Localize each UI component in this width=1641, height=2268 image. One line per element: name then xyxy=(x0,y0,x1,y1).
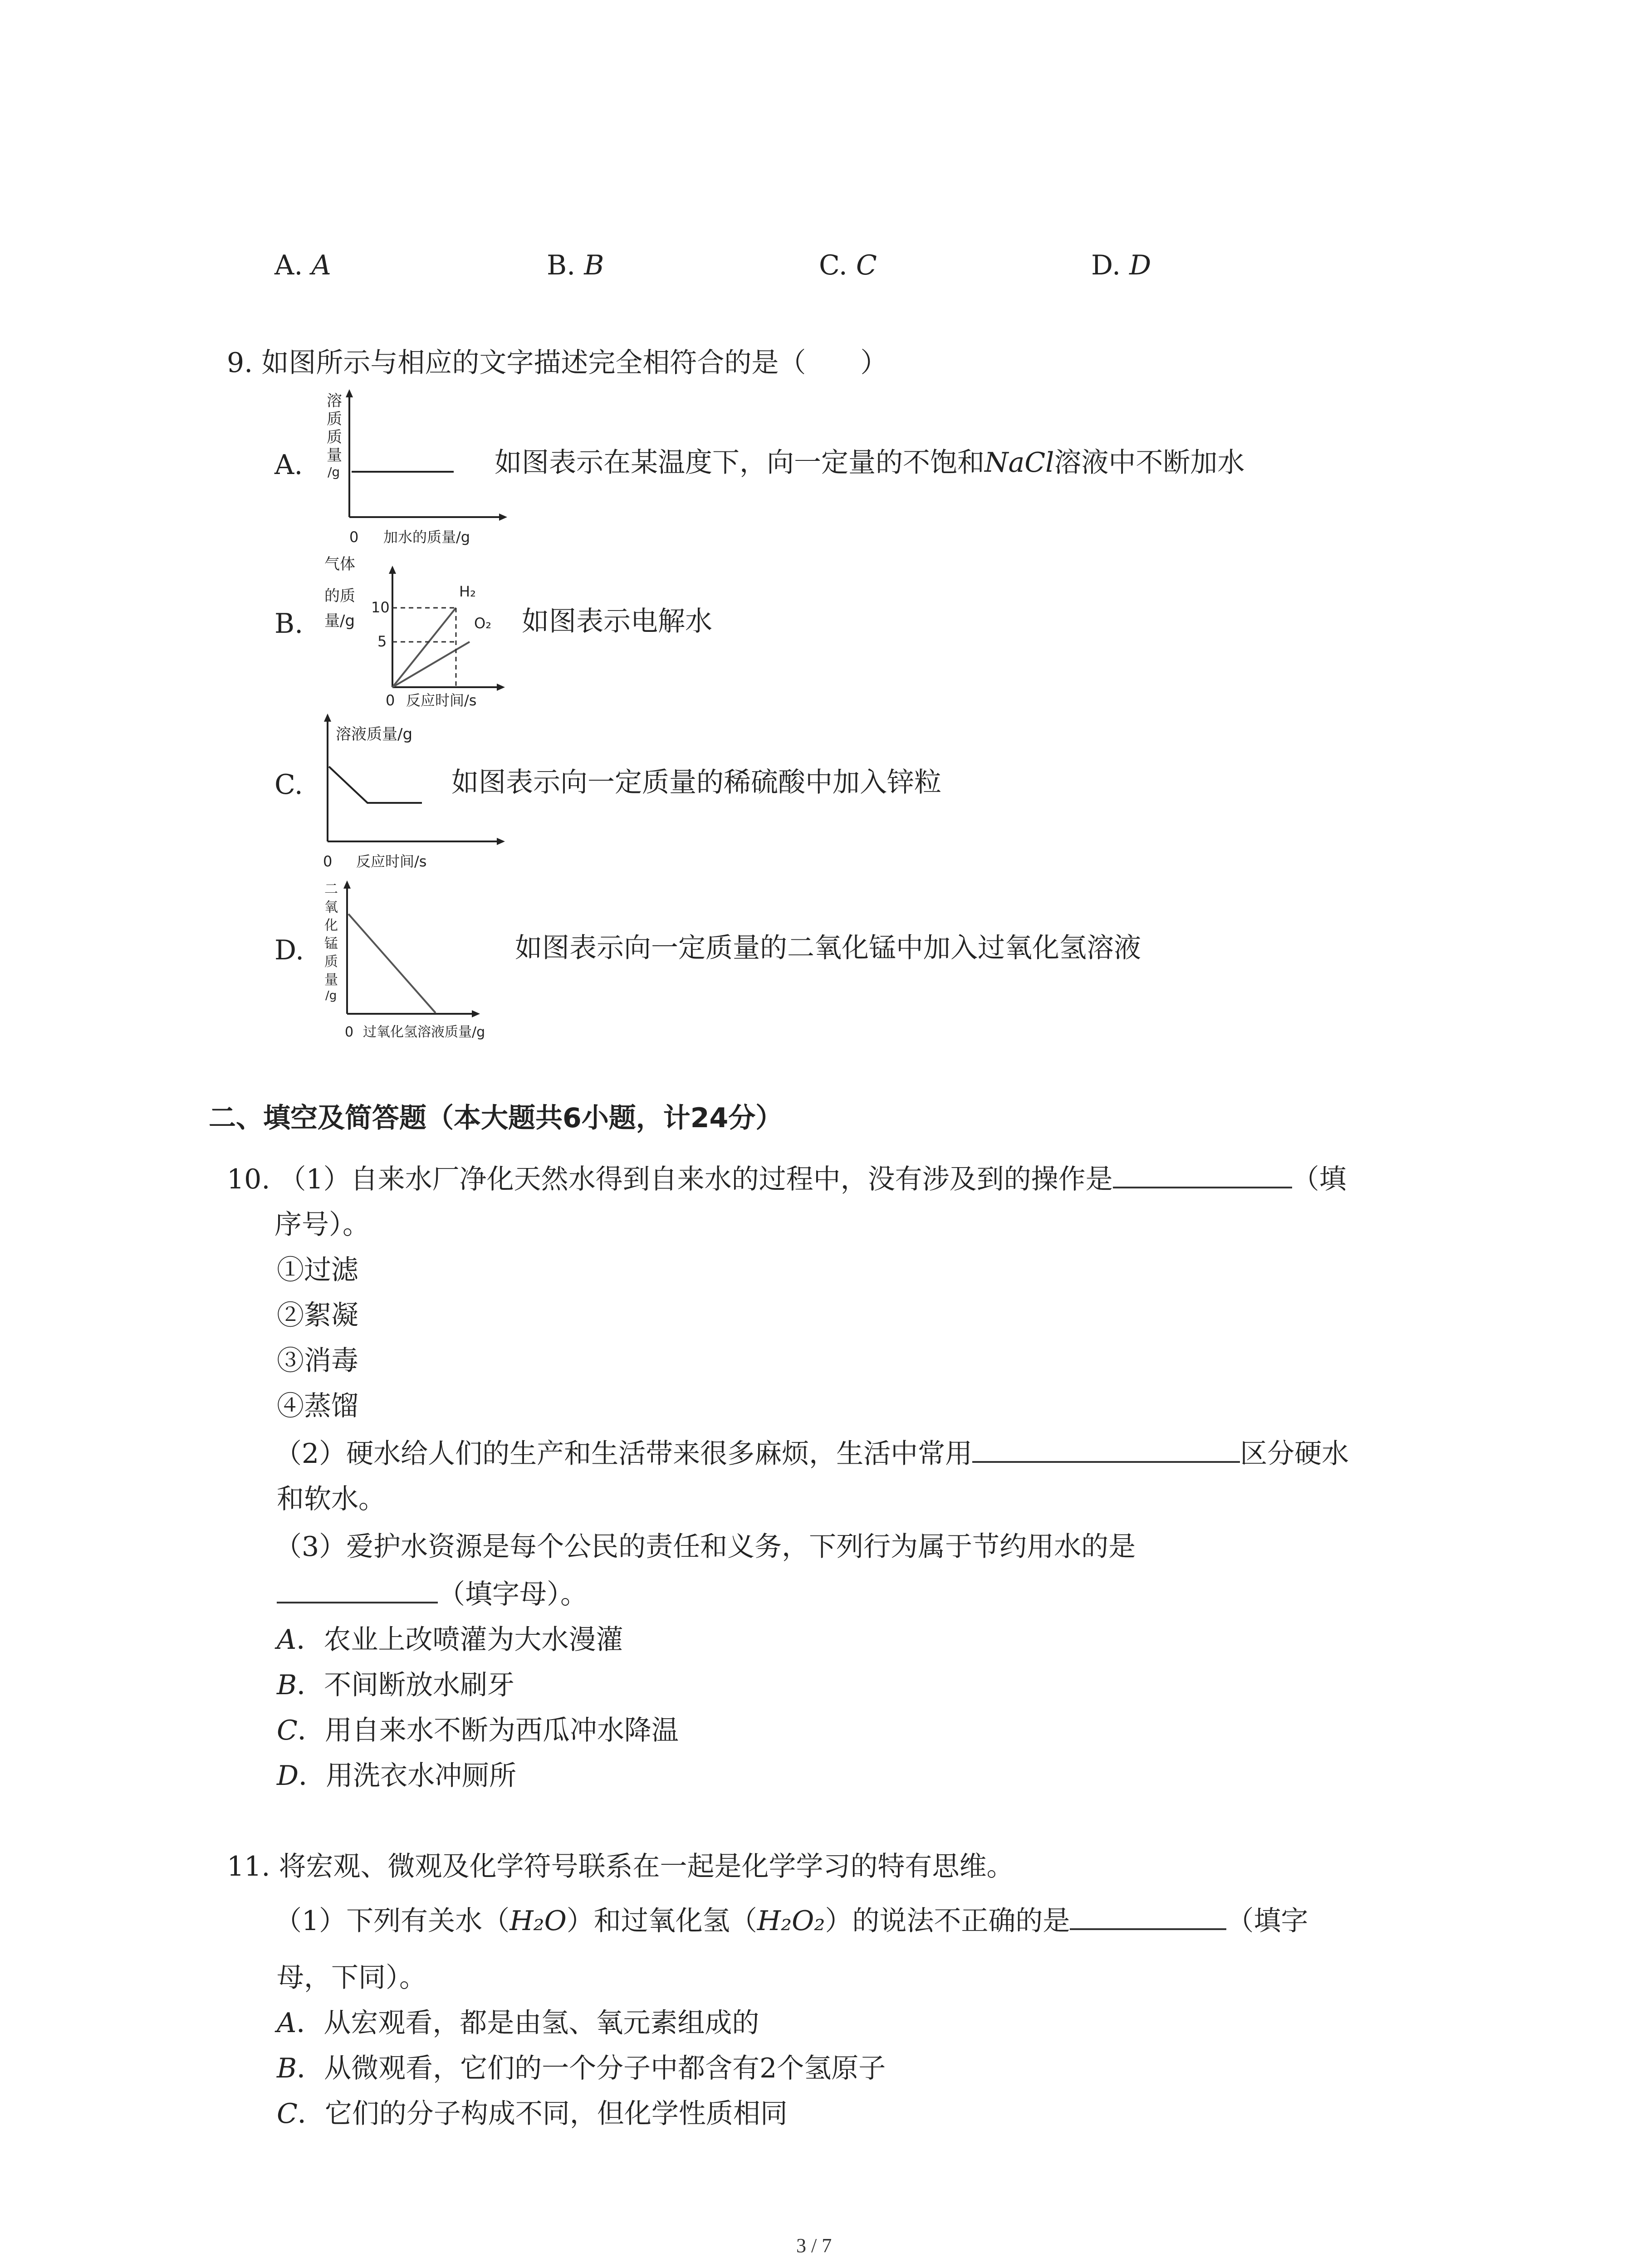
q10-part3-line2: （填字母）。 xyxy=(277,1581,588,1608)
q9d-xlabel: 过氧化氢溶液质量/g xyxy=(363,1024,485,1040)
q9a-xlabel: 加水的质量/g xyxy=(383,528,470,546)
q10-line1: 10. （1）自来水厂净化天然水得到自来水的过程中，没有涉及到的操作是 （填 xyxy=(227,1163,1347,1195)
q10-choice-b: B．不间断放水刷牙 xyxy=(277,1669,515,1701)
q9d-ylabel-2: 氧 xyxy=(324,899,338,915)
q9b-xlabel: 反应时间/s xyxy=(406,692,477,709)
q11-stem: 11. 将宏观、微观及化学符号联系在一起是化学学习的特有思维。 xyxy=(227,1851,1014,1882)
q11-choice-b: B．从微观看，它们的一个分子中都含有2个氢原子 xyxy=(277,2053,886,2084)
q11-part1-line2: 母，下同）。 xyxy=(277,1962,426,1994)
q9b-y10: 10 xyxy=(371,599,390,616)
q9d-origin: 0 xyxy=(345,1024,354,1040)
q8-option-c: C. C xyxy=(819,249,877,281)
q10-item-2: ②絮凝 xyxy=(277,1300,358,1331)
q10-answer-blank-3 xyxy=(277,1598,438,1603)
q9-option-b-text: 如图表示电解水 xyxy=(522,606,712,637)
q8-option-a: A. A xyxy=(274,249,331,281)
q9d-ylabel-unit: /g xyxy=(325,989,337,1002)
q9d-ylabel-5: 质 xyxy=(324,954,338,970)
q9b-ylabel-1: 气体 xyxy=(324,556,355,573)
q10-item-3: ③消毒 xyxy=(277,1345,358,1377)
q10-choice-c: C．用自来水不断为西瓜冲水降温 xyxy=(277,1715,679,1746)
q9-option-a-text: 如图表示在某温度下，向一定量的不饱和NaCl溶液中不断加水 xyxy=(495,447,1245,479)
q9-option-d-letter: D. xyxy=(274,934,304,966)
q10-item-4: ④蒸馏 xyxy=(277,1390,358,1422)
q8-option-b: B. B xyxy=(547,249,604,281)
q11-choice-c: C．它们的分子构成不同，但化学性质相同 xyxy=(277,2098,788,2130)
q10-choice-a: A．农业上改喷灌为大水漫灌 xyxy=(277,1624,623,1656)
q9b-o2-label: O₂ xyxy=(474,615,492,632)
q10-answer-blank-1 xyxy=(1113,1183,1292,1188)
q9b-ylabel-2: 的质 xyxy=(324,587,355,605)
page-number: 3 / 7 xyxy=(796,2234,832,2257)
q10-part3-line1: （3）爱护水资源是每个公民的责任和义务，下列行为属于节约用水的是 xyxy=(274,1531,1136,1563)
q9a-ylabel-unit: /g xyxy=(328,464,340,479)
q9-graph-b xyxy=(318,556,508,710)
q9d-ylabel-4: 锰 xyxy=(324,936,338,952)
q9-option-b-letter: B. xyxy=(274,608,304,640)
q9c-xlabel: 反应时间/s xyxy=(356,853,427,870)
q9-graph-d xyxy=(318,878,517,1046)
q9-stem: 9. 如图所示与相应的文字描述完全相符合的是（ ） xyxy=(227,347,888,379)
q9-option-d-text: 如图表示向一定质量的二氧化锰中加入过氧化氢溶液 xyxy=(515,932,1141,964)
q9b-h2-label: H₂ xyxy=(459,583,476,600)
q9b-y5: 5 xyxy=(377,633,387,650)
q9a-ylabel-1: 溶 xyxy=(327,392,342,410)
q9b-ylabel-3: 量/g xyxy=(324,612,355,630)
q9d-ylabel-6: 量 xyxy=(324,972,338,988)
q10-item-1: ①过滤 xyxy=(277,1254,358,1286)
q11-answer-blank-1 xyxy=(1070,1925,1226,1930)
q9-option-c-letter: C. xyxy=(274,769,303,801)
q9-graph-a xyxy=(318,386,508,553)
q10-answer-blank-2 xyxy=(972,1457,1240,1463)
q10-part2-line2: 和软水。 xyxy=(277,1483,386,1515)
q10-part2-line1: （2）硬水给人们的生产和生活带来很多麻烦，生活中常用 区分硬水 xyxy=(274,1438,1349,1470)
section-2-title: 二、填空及简答题（本大题共6小题，计24分） xyxy=(209,1102,783,1134)
q10-line2: 序号）。 xyxy=(274,1209,370,1241)
q9d-ylabel-1: 二 xyxy=(324,881,338,897)
q11-choice-a: A．从宏观看，都是由氢、氧元素组成的 xyxy=(277,2007,759,2039)
q9-option-a-letter: A. xyxy=(274,449,303,481)
q9c-ylabel: 溶液质量/g xyxy=(336,725,413,743)
q9-option-c-text: 如图表示向一定质量的稀硫酸中加入锌粒 xyxy=(451,767,941,798)
q10-choice-d: D．用洗衣水冲厕所 xyxy=(277,1760,517,1792)
q9a-origin: 0 xyxy=(349,528,359,546)
q9a-ylabel-3: 质 xyxy=(327,428,342,446)
q9a-ylabel-4: 量 xyxy=(327,446,342,464)
q9d-ylabel-3: 化 xyxy=(324,918,338,934)
q9b-origin: 0 xyxy=(386,692,395,709)
q8-option-d: D. D xyxy=(1091,249,1151,281)
q9c-origin: 0 xyxy=(323,853,333,870)
q11-part1-line1: （1）下列有关水（H₂O）和过氧化氢（H₂O₂）的说法不正确的是 （填字 xyxy=(274,1905,1308,1937)
q9a-ylabel-2: 质 xyxy=(327,410,342,428)
